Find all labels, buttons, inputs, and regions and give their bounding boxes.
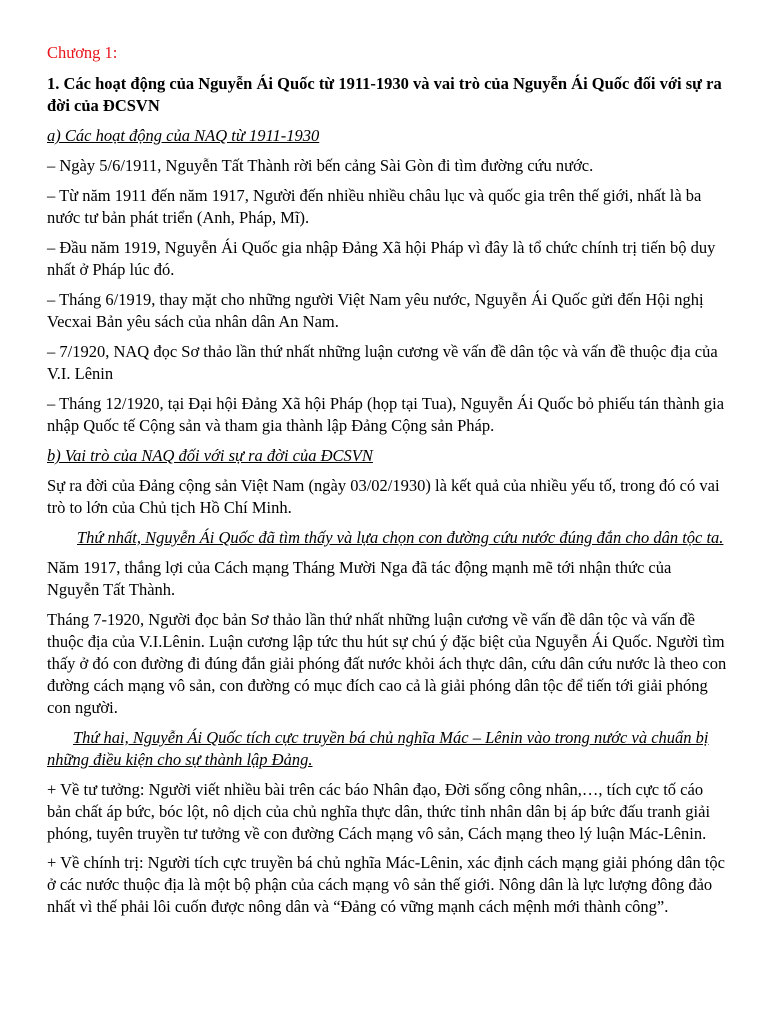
activity-item: – Tháng 6/1919, thay mặt cho những người Việt Nam yêu nước, Nguyễn Ái Quốc gửi đến Hội nghị Vecxai Bản yêu sách của nhân dân An Nam. (47, 290, 704, 331)
activity-item: – 7/1920, NAQ đọc Sơ thảo lần thứ nhất những luận cương về vấn đề dân tộc và vấn đề thuộc địa của V.I. Lênin (47, 342, 718, 383)
activity-item: – Đầu năm 1919, Nguyễn Ái Quốc gia nhập Đảng Xã hội Pháp vì đây là tổ chức chính trị tiến bộ duy nhất ở Pháp lúc đó. (47, 238, 716, 279)
point-2-paragraph: + Về chính trị: Người tích cực truyền bá chủ nghĩa Mác-Lênin, xác định cách mạng giải phóng dân tộc ở các nước thuộc địa là một bộ phận của cách mạng vô sản thế giới. Nông dân là lực lượng đông đảo nhất vì thế phải lôi cuốn được nông dân và “Đảng có vững mạnh cách mệnh mới thành công”. (47, 853, 725, 916)
section-b-title: b) Vai trò của NAQ đối với sự ra đời của ĐCSVN (47, 446, 373, 465)
section-a-title: a) Các hoạt động của NAQ từ 1911-1930 (47, 126, 320, 145)
activity-item: – Ngày 5/6/1911, Nguyễn Tất Thành rời bến cảng Sài Gòn đi tìm đường cứu nước. (47, 156, 594, 175)
activity-item: – Tháng 12/1920, tại Đại hội Đảng Xã hội Pháp (họp tại Tua), Nguyễn Ái Quốc bỏ phiếu tán thành gia nhập Quốc tế Cộng sản và tham gia thành lập Đảng Cộng sản Pháp. (47, 394, 725, 435)
point-1-paragraph: Năm 1917, thắng lợi của Cách mạng Tháng Mười Nga đã tác động mạnh mẽ tới nhận thức của Nguyễn Tất Thành. (47, 558, 672, 599)
activity-item: – Từ năm 1911 đến năm 1917, Người đến nhiều nhiều châu lục và quốc gia trên thế giới, nhất là ba nước tư bản phát triển (Anh, Pháp, Mĩ). (47, 186, 702, 227)
point-2-title: Thứ hai, Nguyễn Ái Quốc tích cực truyền bá chủ nghĩa Mác – Lênin vào trong nước và chuẩn bị những điều kiện cho sự thành lập Đảng. (47, 728, 709, 769)
point-2-paragraph: + Về tư tưởng: Người viết nhiều bài trên các báo Nhân đạo, Đời sống công nhân,…, tích cực tố cáo bản chất áp bức, bóc lột, nô dịch của chủ nghĩa thực dân, thức tỉnh nhân dân bị áp bức đấu tranh giải phóng, tuyên truyền tư tưởng về con đường Cách mạng vô sản, Cách mạng theo lý luận Mác-Lênin. (47, 780, 711, 843)
point-1-title: Thứ nhất, Nguyễn Ái Quốc đã tìm thấy và lựa chọn con đường cứu nước đúng đắn cho dân tộc ta. (77, 528, 724, 547)
document-page (47, 42, 727, 925)
point-1-paragraph: Tháng 7-1920, Người đọc bản Sơ thảo lần thứ nhất những luận cương về vấn đề dân tộc và vấn đề thuộc địa của V.I.Lênin. Luận cương lập tức thu hút sự chú ý đặc biệt của Nguyễn Ái Quốc. Người tìm thấy ở đó con đường đi đúng đắn giải phóng đất nước khỏi ách thực dân, cứu dân cứu nước là theo con đường cách mạng vô sản, con đường có mục đích cao cả là giải phóng dân tộc để tiến tới giải phóng con người. (47, 610, 727, 717)
question-heading: 1. Các hoạt động của Nguyễn Ái Quốc từ 1911-1930 và vai trò của Nguyễn Ái Quốc đối với sự ra đời của ĐCSVN (47, 74, 722, 115)
chapter-label: Chương 1: (47, 43, 118, 62)
section-b-intro: Sự ra đời của Đảng cộng sản Việt Nam (ngày 03/02/1930) là kết quả của nhiều yếu tố, trong đó có vai trò to lớn của Chủ tịch Hồ Chí Minh. (47, 476, 720, 517)
